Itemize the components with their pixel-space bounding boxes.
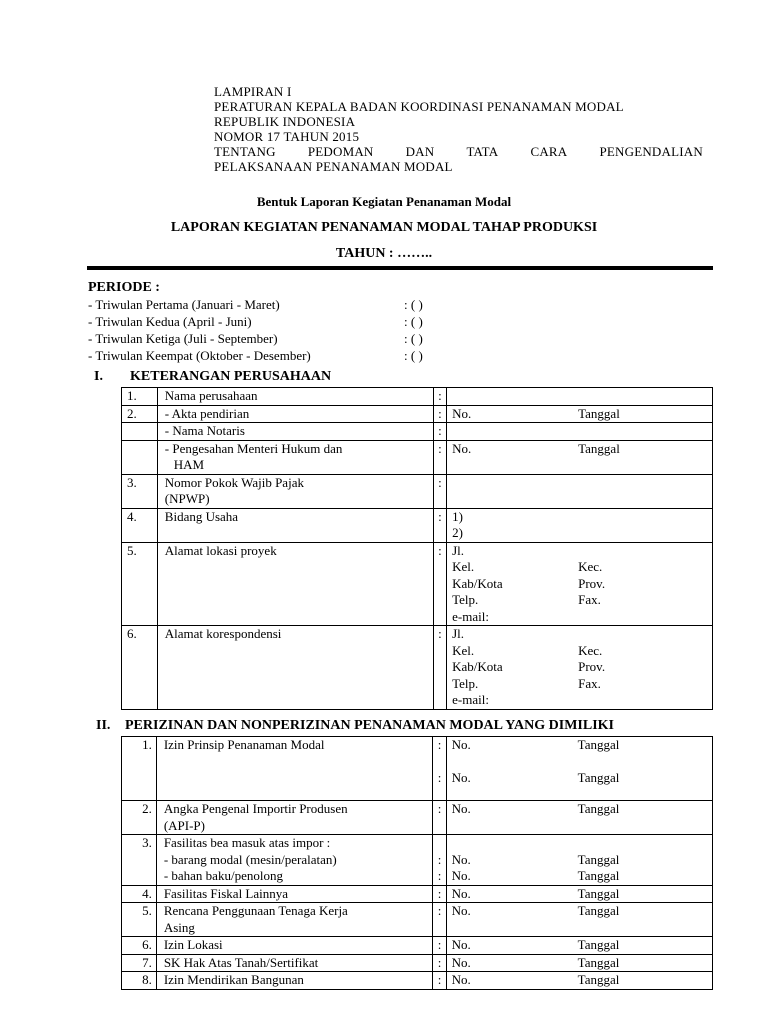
section-1-heading: I. KETERANGAN PERUSAHAAN (94, 369, 332, 384)
fiskal-field[interactable]: No. Tanggal (446, 885, 712, 903)
table-row: - Nama Notaris : (122, 423, 713, 441)
periode-item: - Triwulan Pertama (Januari - Maret) : ( ) (88, 297, 423, 312)
akta-field[interactable]: No. Tanggal (447, 405, 713, 423)
table-row: 5. Rencana Penggunaan Tenaga Kerja Asing : No. Tanggal (122, 903, 713, 937)
notaris-field[interactable] (447, 423, 713, 441)
table-row: 2. Angka Pengenal Importir Produsen (API-P) : No. Tanggal (122, 801, 713, 835)
header-line-4: NOMOR 17 TAHUN 2015 (214, 129, 360, 144)
company-name-field[interactable] (447, 388, 713, 406)
company-info-table (121, 387, 713, 710)
table-row: 6. Alamat korespondensi : Jl. Kel. Kec. Kab/Kota Prov. Telp. Fax. e-mail: (122, 626, 713, 710)
table-row: 7. SK Hak Atas Tanah/Sertifikat : No. Tanggal (122, 954, 713, 972)
table-row: 6. Izin Lokasi : No. Tanggal (122, 937, 713, 955)
section-2-heading: II. PERIZINAN DAN NONPERIZINAN PENANAMAN MODAL YANG DIMILIKI (96, 718, 614, 733)
periode-checkbox[interactable]: : ( ) (404, 331, 423, 346)
header-line-3: REPUBLIK INDONESIA (214, 114, 356, 129)
table-row: - Pengesahan Menteri Hukum dan HAM : No. Tanggal (122, 440, 713, 474)
permits-table (121, 736, 713, 990)
periode-title: PERIODE : (88, 280, 160, 295)
izin-prinsip-field[interactable]: No. Tanggal No. Tanggal (446, 737, 712, 801)
sertifikat-field[interactable]: No. Tanggal (446, 954, 712, 972)
npwp-field[interactable] (447, 474, 713, 508)
periode-checkbox[interactable]: : ( ) (404, 297, 423, 312)
table-row: 5. Alamat lokasi proyek : Jl. Kel. Kec. Kab/Kota Prov. Telp. Fax. e-mail: (122, 542, 713, 626)
form-title: LAPORAN KEGIATAN PENANAMAN MODAL TAHAP PRODUKSI (170, 220, 598, 235)
table-row: 8. Izin Mendirikan Bangunan : No. Tanggal (122, 972, 713, 990)
rptka-field[interactable]: No. Tanggal (446, 903, 712, 937)
regulation-header (214, 84, 703, 174)
periode-item: - Triwulan Keempat (Oktober - Desember) : ( ) (88, 348, 423, 363)
table-row: 3. Nomor Pokok Wajib Pajak (NPWP) : (122, 474, 713, 508)
table-row: 4. Fasilitas Fiskal Lainnya : No. Tanggal (122, 885, 713, 903)
table-row: 1. Izin Prinsip Penanaman Modal : : No. Tanggal No. Tanggal (122, 737, 713, 801)
correspondence-address-field[interactable]: Jl. Kel. Kec. Kab/Kota Prov. Telp. Fax. e-mail: (447, 626, 713, 710)
table-row: 2. - Akta pendirian : No. Tanggal (122, 405, 713, 423)
project-address-field[interactable]: Jl. Kel. Kec. Kab/Kota Prov. Telp. Fax. e-mail: (447, 542, 713, 626)
header-line-5: TENTANG PEDOMAN DAN TATA CARA PENGENDALIAN (214, 144, 703, 159)
header-line-1: LAMPIRAN I (214, 84, 292, 99)
periode-checkbox[interactable]: : ( ) (404, 348, 423, 363)
header-line-6: PELAKSANAAN PENANAMAN MODAL (214, 159, 453, 174)
api-p-field[interactable]: No. Tanggal (446, 801, 712, 835)
bea-masuk-field[interactable]: No. Tanggal No. Tanggal (446, 835, 712, 886)
periode-item: - Triwulan Ketiga (Juli - September) : ( ) (88, 331, 423, 346)
table-row: 3. Fasilitas bea masuk atas impor : - barang modal (mesin/peralatan) - bahan baku/penolong : : No. Tanggal No. Tanggal (122, 835, 713, 886)
pengesahan-field[interactable]: No. Tanggal (447, 440, 713, 474)
header-divider (87, 266, 713, 270)
periode-block (88, 279, 423, 364)
periode-checkbox[interactable]: : ( ) (404, 314, 423, 329)
periode-item: - Triwulan Kedua (April - Juni) : ( ) (88, 314, 423, 329)
table-row: 4. Bidang Usaha : 1) 2) (122, 508, 713, 542)
table-row: 1. Nama perusahaan : (122, 388, 713, 406)
header-line-2: PERATURAN KEPALA BADAN KOORDINASI PENANAMAN MODAL (214, 99, 624, 114)
form-subtitle: Bentuk Laporan Kegiatan Penanaman Modal (256, 194, 512, 209)
tahun-line: TAHUN : …….. (335, 246, 433, 261)
imb-field[interactable]: No. Tanggal (446, 972, 712, 990)
izin-lokasi-field[interactable]: No. Tanggal (446, 937, 712, 955)
bidang-usaha-field[interactable]: 1) 2) (447, 508, 713, 542)
